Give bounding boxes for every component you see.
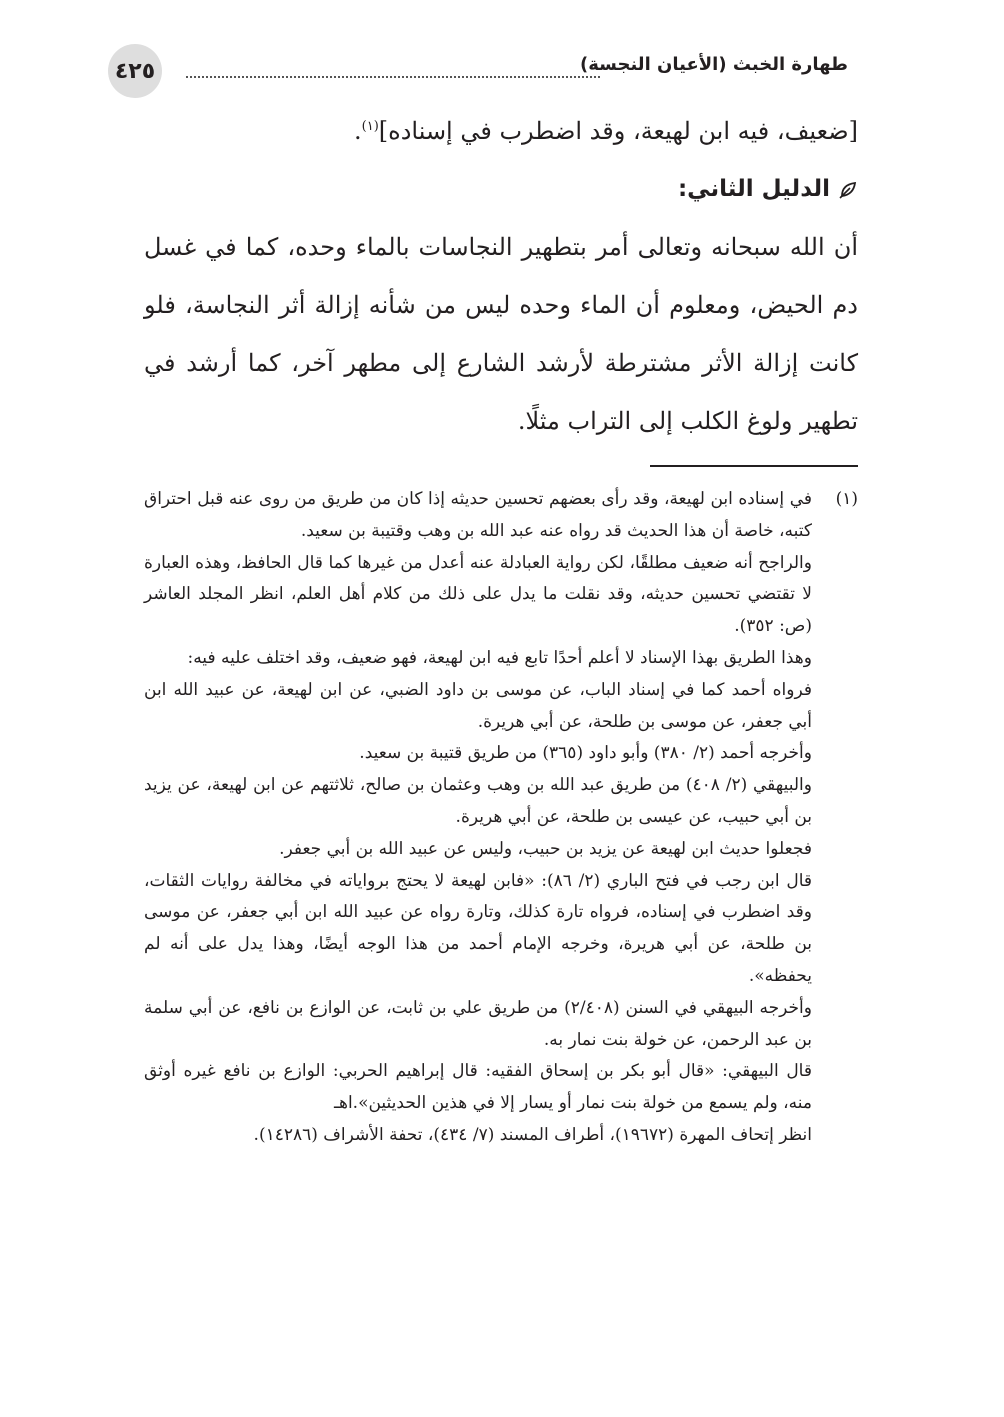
page-number: ٤٢٥ <box>108 44 162 98</box>
footnote-paragraph: وأخرجه البيهقي في السنن (٢/٤٠٨) من طريق علي بن ثابت، عن الوازع بن نافع، عن أبي سلمة بن عبد الرحمن، عن خولة بنت نمار به. <box>144 997 812 1050</box>
footnote-paragraph: قال ابن رجب في فتح الباري (٢/ ٨٦): «فابن لهيعة لا يحتج برواياته في مخالفة روايات الثقات، وقد اضطرب في إسناده، فرواه تارة كذلك، وتارة رواه عن عبيد الله ابن أبي جعفر، عن موسى بن طلحة، عن أبي هريرة، وخرجه الإمام أحمد من هذا الوجه أيضًا، وهذا يدل على أنه لم يحفظه». <box>144 870 812 986</box>
footnote-paragraph: وهذا الطريق بهذا الإسناد لا أعلم أحدًا تابع فيه ابن لهيعة، فهو ضعيف، وقد اختلف عليه فيه: <box>187 647 812 668</box>
footnote-paragraph: فجعلوا حديث ابن لهيعة عن يزيد بن حبيب، وليس عن عبيد الله بن أبي جعفر. <box>279 838 812 859</box>
intro-end: . <box>353 117 362 145</box>
leaf-ornament-icon <box>838 180 858 200</box>
footnote-paragraph: والبيهقي (٢/ ٤٠٨) من طريق عبد الله بن وهب وعثمان بن صالح، ثلاثتهم عن ابن لهيعة، عن يزيد بن أبي حبيب، عن عيسى بن طلحة، عن أبي هريرة. <box>144 775 812 827</box>
header-dotted-leader <box>186 76 600 78</box>
section-heading-text: الدليل الثاني: <box>677 176 830 202</box>
footnote-paragraph: فرواه أحمد كما في إسناد الباب، عن موسى بن داود الضبي، عن ابن لهيعة، عن عبيد الله ابن أبي جعفر، عن موسى بن طلحة، عن أبي هريرة. <box>144 679 812 732</box>
footnote-reference[interactable]: (١) <box>361 119 379 134</box>
footnote-paragraph: قال البيهقي: «قال أبو بكر بن إسحاق الفقيه: قال إبراهيم الحربي: الوازع بن نافع غيره أوثق منه، ولم يسمع من خولة بنت نمار أو يسار إلا في هذين الحديثين».اهـ <box>144 1061 812 1114</box>
footnotes <box>144 484 858 1152</box>
footnote-paragraph: وأخرجه أحمد (٢/ ٣٨٠) وأبو داود (٣٦٥) من طريق قتيبة بن سعيد. <box>359 743 812 764</box>
page-header <box>108 44 848 98</box>
intro-text: [ضعيف، فيه ابن لهيعة، وقد اضطرب في إسناده] <box>378 117 858 145</box>
footnote-paragraph: في إسناده ابن لهيعة، وقد رأى بعضهم تحسين حديثه إذا كان من طريق من روى عنه قبل احتراق كتبه، خاصة أن هذا الحديث قد رواه عنه عبد الله بن وهب وقتيبة بن سعيد. <box>144 489 812 541</box>
footnote-paragraph: انظر إتحاف المهرة (١٩٦٧٢)، أطراف المسند (٧/ ٤٣٤)، تحفة الأشراف (١٤٢٨٦). <box>253 1124 812 1145</box>
running-title: طهارة الخبث (الأعيان النجسة) <box>580 54 848 75</box>
footnote-item <box>144 484 858 548</box>
main-paragraph <box>144 218 858 450</box>
footnote-paragraph: والراجح أنه ضعيف مطلقًا، لكن رواية العبادلة عنه أعدل من غيرها كما قال الحافظ، وهذه العبارة لا تقتضي تحسين حديثه، وقد نقلت ما يدل على ذلك من كلام أهل العلم، انظر المجلد العاشر (ص: ٣٥٢). <box>144 552 812 637</box>
main-paragraph-text: أن الله سبحانه وتعالى أمر بتطهير النجاسات بالماء وحده، كما في غسل دم الحيض، ومعلوم أن الماء وحده ليس من شأنه إزالة أثر النجاسة، فلو كانت إزالة الأثر مشترطة لأرشد الشارع إلى مطهر آخر، كما أرشد في تطهير ولوغ الكلب إلى التراب مثلًا. <box>144 233 858 435</box>
footnote-number: (١) <box>835 489 858 509</box>
intro-line <box>144 102 858 160</box>
footnote-separator <box>650 465 858 467</box>
section-heading <box>678 160 858 218</box>
